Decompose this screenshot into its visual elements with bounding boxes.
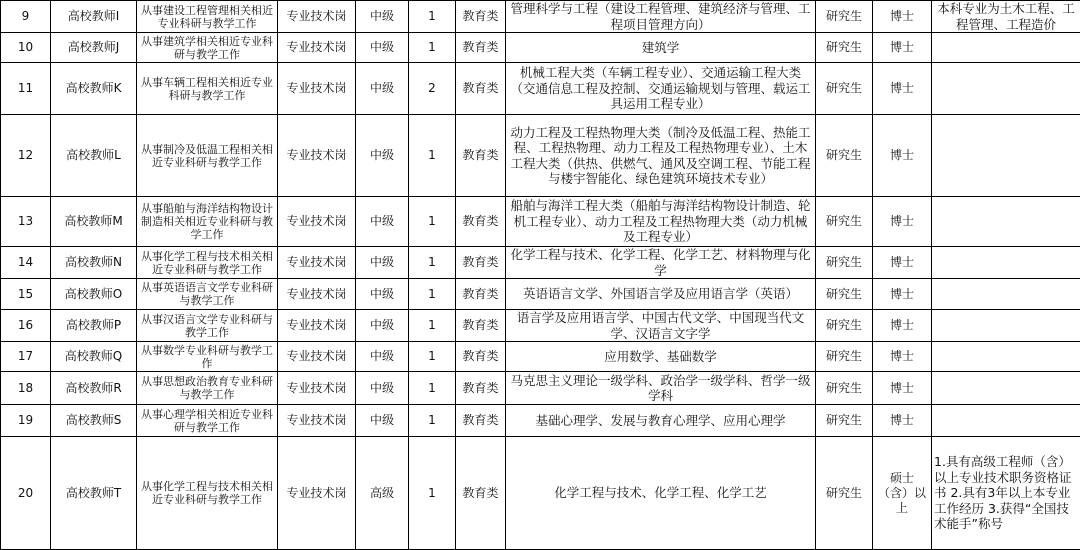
post-name-cell: 高校教师I xyxy=(51,1,137,33)
note-cell: 1.具有高级工程师（含）以上专业技术职务资格证书 2.具有3年以上本专业工作经历 3.获得“全国技术能手”称号 xyxy=(932,437,1080,550)
post-category-cell: 专业技术岗 xyxy=(278,247,356,279)
major-requirement-cell: 建筑学 xyxy=(506,33,816,63)
headcount-cell: 1 xyxy=(409,310,456,342)
major-requirement-cell: 动力工程及工程热物理大类（制冷及低温工程、热能工程、工程热物理、动力工程及工程热物理专业）、土木工程大类（供热、供燃气、通风及空调工程、节能工程与楼宇智能化、绿色建筑环境技术专业） xyxy=(506,115,816,197)
degree-cell: 博士 xyxy=(873,63,932,115)
post-category-cell: 专业技术岗 xyxy=(278,33,356,63)
post-type-cell: 教育类 xyxy=(456,115,506,197)
major-requirement-cell: 应用数学、基础数学 xyxy=(506,342,816,372)
education-cell: 研究生 xyxy=(816,372,873,405)
post-level-cell: 中级 xyxy=(356,310,409,342)
row-number-cell: 10 xyxy=(1,33,51,63)
post-name-cell: 高校教师L xyxy=(51,115,137,197)
degree-cell: 博士 xyxy=(873,197,932,247)
degree-cell: 博士 xyxy=(873,405,932,437)
degree-cell: 博士 xyxy=(873,342,932,372)
post-category-cell: 专业技术岗 xyxy=(278,279,356,310)
table-row xyxy=(1,63,1080,115)
headcount-cell: 1 xyxy=(409,33,456,63)
note-cell xyxy=(932,372,1080,405)
duty-description-cell: 从事汉语言文学专业科研与教学工作 xyxy=(137,310,278,342)
note-cell xyxy=(932,115,1080,197)
note-cell xyxy=(932,33,1080,63)
headcount-cell: 1 xyxy=(409,197,456,247)
post-type-cell: 教育类 xyxy=(456,279,506,310)
row-number-cell: 20 xyxy=(1,437,51,550)
headcount-cell: 1 xyxy=(409,1,456,33)
table-row xyxy=(1,115,1080,197)
major-requirement-cell: 船舶与海洋工程大类（船舶与海洋结构物设计制造、轮机工程专业）、动力工程及工程热物理大类（动力机械及工程专业） xyxy=(506,197,816,247)
headcount-cell: 1 xyxy=(409,247,456,279)
post-name-cell: 高校教师O xyxy=(51,279,137,310)
post-category-cell: 专业技术岗 xyxy=(278,342,356,372)
education-cell: 研究生 xyxy=(816,405,873,437)
education-cell: 研究生 xyxy=(816,63,873,115)
table-row xyxy=(1,342,1080,372)
duty-description-cell: 从事化学工程与技术相关相近专业科研与教学工作 xyxy=(137,437,278,550)
post-type-cell: 教育类 xyxy=(456,372,506,405)
degree-cell: 博士 xyxy=(873,372,932,405)
degree-cell: 硕士（含）以上 xyxy=(873,437,932,550)
degree-cell: 博士 xyxy=(873,247,932,279)
table-row xyxy=(1,405,1080,437)
post-name-cell: 高校教师M xyxy=(51,197,137,247)
post-category-cell: 专业技术岗 xyxy=(278,405,356,437)
post-level-cell: 中级 xyxy=(356,247,409,279)
row-number-cell: 9 xyxy=(1,1,51,33)
table-row xyxy=(1,247,1080,279)
table-row xyxy=(1,1,1080,33)
headcount-cell: 1 xyxy=(409,372,456,405)
headcount-cell: 1 xyxy=(409,342,456,372)
education-cell: 研究生 xyxy=(816,310,873,342)
major-requirement-cell: 化学工程与技术、化学工程、化学工艺、材料物理与化学 xyxy=(506,247,816,279)
note-cell xyxy=(932,63,1080,115)
post-level-cell: 中级 xyxy=(356,279,409,310)
row-number-cell: 16 xyxy=(1,310,51,342)
major-requirement-cell: 英语语言文学、外国语言学及应用语言学（英语） xyxy=(506,279,816,310)
post-category-cell: 专业技术岗 xyxy=(278,437,356,550)
post-name-cell: 高校教师T xyxy=(51,437,137,550)
note-cell xyxy=(932,197,1080,247)
post-level-cell: 中级 xyxy=(356,405,409,437)
post-level-cell: 中级 xyxy=(356,63,409,115)
row-number-cell: 17 xyxy=(1,342,51,372)
note-cell xyxy=(932,279,1080,310)
major-requirement-cell: 语言学及应用语言学、中国古代文学、中国现当代文学、汉语言文字学 xyxy=(506,310,816,342)
post-level-cell: 中级 xyxy=(356,372,409,405)
post-category-cell: 专业技术岗 xyxy=(278,115,356,197)
post-level-cell: 中级 xyxy=(356,33,409,63)
duty-description-cell: 从事化学工程与技术相关相近专业科研与教学工作 xyxy=(137,247,278,279)
table-row xyxy=(1,372,1080,405)
duty-description-cell: 从事思想政治教育专业科研与教学工作 xyxy=(137,372,278,405)
post-category-cell: 专业技术岗 xyxy=(278,372,356,405)
post-level-cell: 高级 xyxy=(356,437,409,550)
post-level-cell: 中级 xyxy=(356,197,409,247)
duty-description-cell: 从事数学专业科研与教学工作 xyxy=(137,342,278,372)
post-name-cell: 高校教师R xyxy=(51,372,137,405)
post-category-cell: 专业技术岗 xyxy=(278,197,356,247)
table-row xyxy=(1,437,1080,550)
duty-description-cell: 从事心理学相关相近专业科研与教学工作 xyxy=(137,405,278,437)
headcount-cell: 1 xyxy=(409,115,456,197)
duty-description-cell: 从事制冷及低温工程相关相近专业科研与教学工作 xyxy=(137,115,278,197)
row-number-cell: 13 xyxy=(1,197,51,247)
post-type-cell: 教育类 xyxy=(456,405,506,437)
degree-cell: 博士 xyxy=(873,1,932,33)
degree-cell: 博士 xyxy=(873,33,932,63)
post-category-cell: 专业技术岗 xyxy=(278,63,356,115)
post-category-cell: 专业技术岗 xyxy=(278,310,356,342)
note-cell: 本科专业为土木工程、工程管理、工程造价 xyxy=(932,1,1080,33)
post-name-cell: 高校教师Q xyxy=(51,342,137,372)
education-cell: 研究生 xyxy=(816,115,873,197)
post-name-cell: 高校教师S xyxy=(51,405,137,437)
note-cell xyxy=(932,405,1080,437)
education-cell: 研究生 xyxy=(816,437,873,550)
major-requirement-cell: 化学工程与技术、化学工程、化学工艺 xyxy=(506,437,816,550)
major-requirement-cell: 基础心理学、发展与教育心理学、应用心理学 xyxy=(506,405,816,437)
table-row xyxy=(1,279,1080,310)
education-cell: 研究生 xyxy=(816,279,873,310)
post-category-cell: 专业技术岗 xyxy=(278,1,356,33)
note-cell xyxy=(932,310,1080,342)
table-row xyxy=(1,197,1080,247)
headcount-cell: 1 xyxy=(409,405,456,437)
education-cell: 研究生 xyxy=(816,247,873,279)
post-type-cell: 教育类 xyxy=(456,310,506,342)
post-name-cell: 高校教师P xyxy=(51,310,137,342)
row-number-cell: 12 xyxy=(1,115,51,197)
duty-description-cell: 从事船舶与海洋结构物设计制造相关相近专业科研与教学工作 xyxy=(137,197,278,247)
post-name-cell: 高校教师K xyxy=(51,63,137,115)
row-number-cell: 11 xyxy=(1,63,51,115)
duty-description-cell: 从事英语语言文学专业科研与教学工作 xyxy=(137,279,278,310)
post-type-cell: 教育类 xyxy=(456,63,506,115)
post-type-cell: 教育类 xyxy=(456,342,506,372)
table-row xyxy=(1,33,1080,63)
major-requirement-cell: 马克思主义理论一级学科、政治学一级学科、哲学一级学科 xyxy=(506,372,816,405)
duty-description-cell: 从事车辆工程相关相近专业科研与教学工作 xyxy=(137,63,278,115)
major-requirement-cell: 机械工程大类（车辆工程专业）、交通运输工程大类（交通信息工程及控制、交通运输规划与管理、载运工具运用工程专业） xyxy=(506,63,816,115)
post-level-cell: 中级 xyxy=(356,115,409,197)
post-type-cell: 教育类 xyxy=(456,1,506,33)
headcount-cell: 1 xyxy=(409,279,456,310)
degree-cell: 博士 xyxy=(873,115,932,197)
duty-description-cell: 从事建设工程管理相关相近专业科研与教学工作 xyxy=(137,1,278,33)
post-type-cell: 教育类 xyxy=(456,247,506,279)
duty-description-cell: 从事建筑学相关相近专业科研与教学工作 xyxy=(137,33,278,63)
row-number-cell: 15 xyxy=(1,279,51,310)
note-cell xyxy=(932,247,1080,279)
table-row xyxy=(1,310,1080,342)
post-level-cell: 中级 xyxy=(356,342,409,372)
post-type-cell: 教育类 xyxy=(456,197,506,247)
post-type-cell: 教育类 xyxy=(456,437,506,550)
degree-cell: 博士 xyxy=(873,310,932,342)
row-number-cell: 18 xyxy=(1,372,51,405)
post-name-cell: 高校教师N xyxy=(51,247,137,279)
education-cell: 研究生 xyxy=(816,342,873,372)
degree-cell: 博士 xyxy=(873,279,932,310)
post-level-cell: 中级 xyxy=(356,1,409,33)
post-type-cell: 教育类 xyxy=(456,33,506,63)
headcount-cell: 1 xyxy=(409,437,456,550)
headcount-cell: 2 xyxy=(409,63,456,115)
education-cell: 研究生 xyxy=(816,33,873,63)
major-requirement-cell: 管理科学与工程（建设工程管理、建筑经济与管理、工程项目管理方向） xyxy=(506,1,816,33)
education-cell: 研究生 xyxy=(816,1,873,33)
table-body xyxy=(1,1,1080,550)
education-cell: 研究生 xyxy=(816,197,873,247)
row-number-cell: 19 xyxy=(1,405,51,437)
row-number-cell: 14 xyxy=(1,247,51,279)
note-cell xyxy=(932,342,1080,372)
post-name-cell: 高校教师J xyxy=(51,33,137,63)
